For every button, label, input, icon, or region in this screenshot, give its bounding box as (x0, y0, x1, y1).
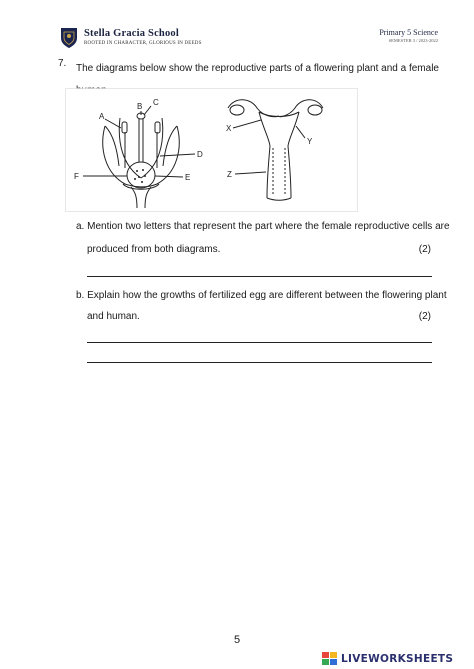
part-b-text-line2: and human. (87, 311, 140, 322)
liveworksheets-watermark (322, 652, 453, 666)
semester-label: SEMESTER 3 / 2023-2022 (388, 38, 438, 43)
page-number: 5 (233, 634, 241, 646)
human-label-y: Y (307, 137, 313, 146)
reproductive-diagram (65, 88, 358, 212)
part-b-text-line1: b. Explain how the growths of fertilized egg are different between the flowering plant (76, 290, 447, 301)
human-label-x: X (226, 124, 232, 133)
flower-label-c: C (153, 98, 159, 107)
liveworksheets-text: LIVEWORKSHEETS (341, 653, 454, 665)
part-a-text-line2: produced from both diagrams. (87, 244, 221, 255)
liveworksheets-logo-icon (322, 652, 338, 666)
flower-label-d: D (197, 150, 203, 159)
answer-line-a1[interactable] (87, 276, 432, 277)
school-tagline: ROOTED IN CHARACTER, GLORIOUS IN DEEDS (84, 41, 202, 46)
human-label-z: Z (227, 170, 232, 179)
answer-line-b1[interactable] (87, 342, 432, 343)
part-b-marks: (2) (418, 311, 431, 322)
flower-label-a: A (99, 112, 105, 121)
part-a-text-line1: a. Mention two letters that represent the part where the female reproductive cells are (76, 221, 450, 232)
school-name: Stella Gracia School (84, 28, 179, 39)
question-number: 7. (58, 58, 67, 69)
flower-label-f: F (74, 172, 79, 181)
school-crest-icon (59, 27, 79, 49)
subject-title: Primary 5 Science (379, 28, 438, 37)
flower-label-e: E (185, 173, 191, 182)
flower-label-b: B (137, 102, 143, 111)
part-a-marks: (2) (418, 244, 431, 255)
answer-line-b2[interactable] (87, 362, 432, 363)
question-text: The diagrams below show the reproductive parts of a flowering plant and a female (76, 63, 439, 74)
